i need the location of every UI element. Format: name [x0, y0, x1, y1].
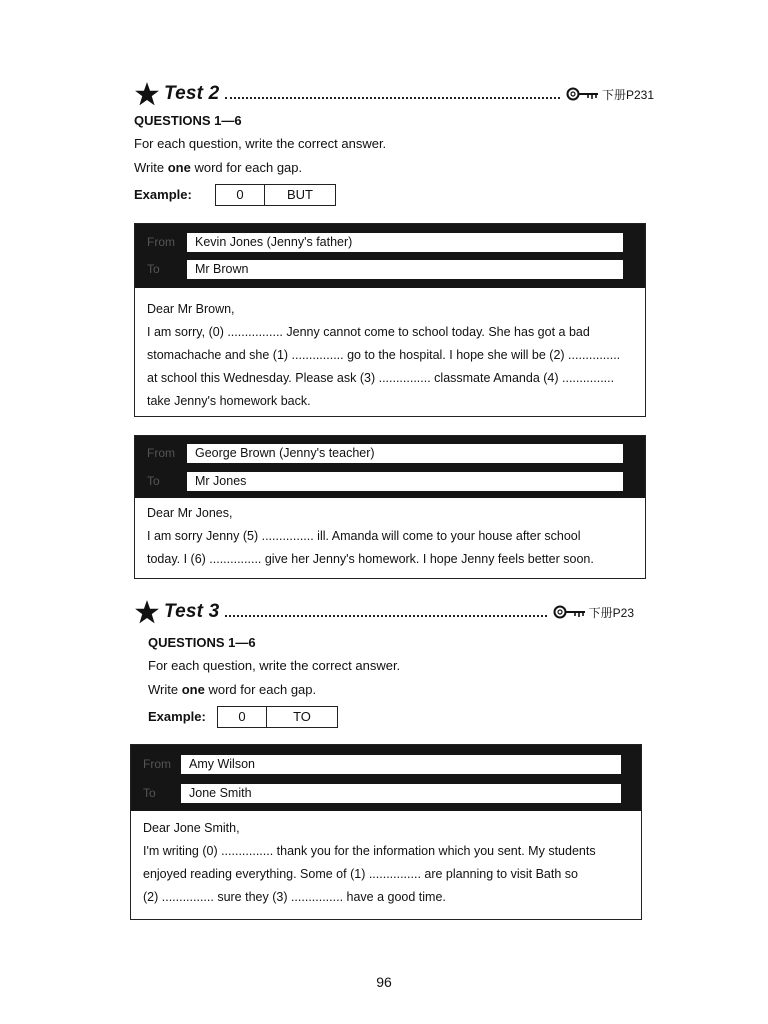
- example-number: 0: [216, 185, 265, 205]
- email-line: today. I (6) ............... give her Jenny's homework. I hope Jenny feels better soon.: [147, 552, 594, 566]
- from-field: Amy Wilson: [181, 755, 621, 774]
- example-answer: BUT: [287, 187, 313, 202]
- example-label: Example:: [134, 187, 192, 202]
- email-body: [147, 502, 635, 571]
- questions-heading: QUESTIONS 1—6: [148, 635, 256, 650]
- email-greeting: Dear Jone Smith,: [143, 821, 240, 835]
- instruction-text: word for each gap.: [190, 160, 303, 175]
- email-line: I am sorry Jenny (5) ............... ill. Amanda will come to your house after school: [147, 529, 581, 543]
- email-greeting: Dear Mr Brown,: [147, 302, 235, 316]
- email-header: [135, 436, 645, 498]
- instruction-text: Write: [134, 160, 168, 175]
- to-label: To: [147, 262, 160, 276]
- email-line: I am sorry, (0) ................ Jenny cannot come to school today. She has got a bad: [147, 325, 590, 339]
- to-field: Jone Smith: [181, 784, 621, 803]
- test-3-header: [134, 598, 634, 626]
- example-box: [217, 706, 338, 728]
- email-card: [134, 223, 646, 417]
- star-icon: [134, 599, 160, 625]
- email-body: [147, 298, 635, 413]
- example-box: [215, 184, 336, 206]
- to-field: Mr Brown: [187, 260, 623, 279]
- test-title: Test 3: [164, 601, 220, 622]
- from-label: From: [143, 757, 171, 771]
- star-icon: [134, 81, 160, 107]
- instruction-emphasis: one: [167, 160, 191, 175]
- page-number: 96: [376, 974, 392, 990]
- email-card: [130, 744, 642, 920]
- from-label: From: [147, 235, 175, 249]
- from-field: Kevin Jones (Jenny's father): [187, 233, 623, 252]
- questions-heading: QUESTIONS 1—6: [134, 113, 242, 128]
- dotted-leader: [225, 615, 546, 617]
- email-card: [134, 435, 646, 579]
- from-label: From: [147, 446, 175, 460]
- email-header: [135, 224, 645, 288]
- test-title: Test 2: [164, 83, 220, 104]
- example-number: 0: [218, 707, 267, 727]
- email-line: I'm writing (0) ............... thank you for the information which you sent. My students: [143, 844, 596, 858]
- instruction-text: Write: [148, 682, 182, 697]
- email-header: [131, 745, 641, 811]
- example-answer: TO: [293, 709, 311, 724]
- instruction-line: For each question, write the correct answer.: [134, 136, 387, 151]
- from-field: George Brown (Jenny's teacher): [187, 444, 623, 463]
- test-2-header: [134, 80, 654, 108]
- email-line: at school this Wednesday. Please ask (3) ............... classmate Amanda (4) ...............: [147, 371, 615, 385]
- instruction-line: [148, 682, 316, 697]
- key-icon: [566, 86, 600, 102]
- instruction-emphasis: one: [181, 682, 205, 697]
- example-label: Example:: [148, 709, 206, 724]
- email-line: enjoyed reading everything. Some of (1) ............... are planning to visit Bath so: [143, 867, 578, 881]
- email-line: (2) ............... sure they (3) ............... have a good time.: [143, 890, 446, 904]
- to-label: To: [147, 474, 160, 488]
- to-field: Mr Jones: [187, 472, 623, 491]
- dotted-leader: [225, 97, 560, 99]
- email-body: [143, 817, 631, 909]
- email-greeting: Dear Mr Jones,: [147, 506, 233, 520]
- to-label: To: [143, 786, 156, 800]
- key-icon: [553, 604, 587, 620]
- email-line: stomachache and she (1) ............... go to the hospital. I hope she will be (2) ...............: [147, 348, 621, 362]
- instruction-text: word for each gap.: [204, 682, 317, 697]
- instruction-line: [134, 160, 302, 175]
- instruction-line: For each question, write the correct answer.: [148, 658, 401, 673]
- email-line: take Jenny's homework back.: [147, 394, 311, 408]
- answer-key-reference: 下册P23: [588, 605, 634, 620]
- answer-key-reference: 下册P231: [601, 87, 654, 102]
